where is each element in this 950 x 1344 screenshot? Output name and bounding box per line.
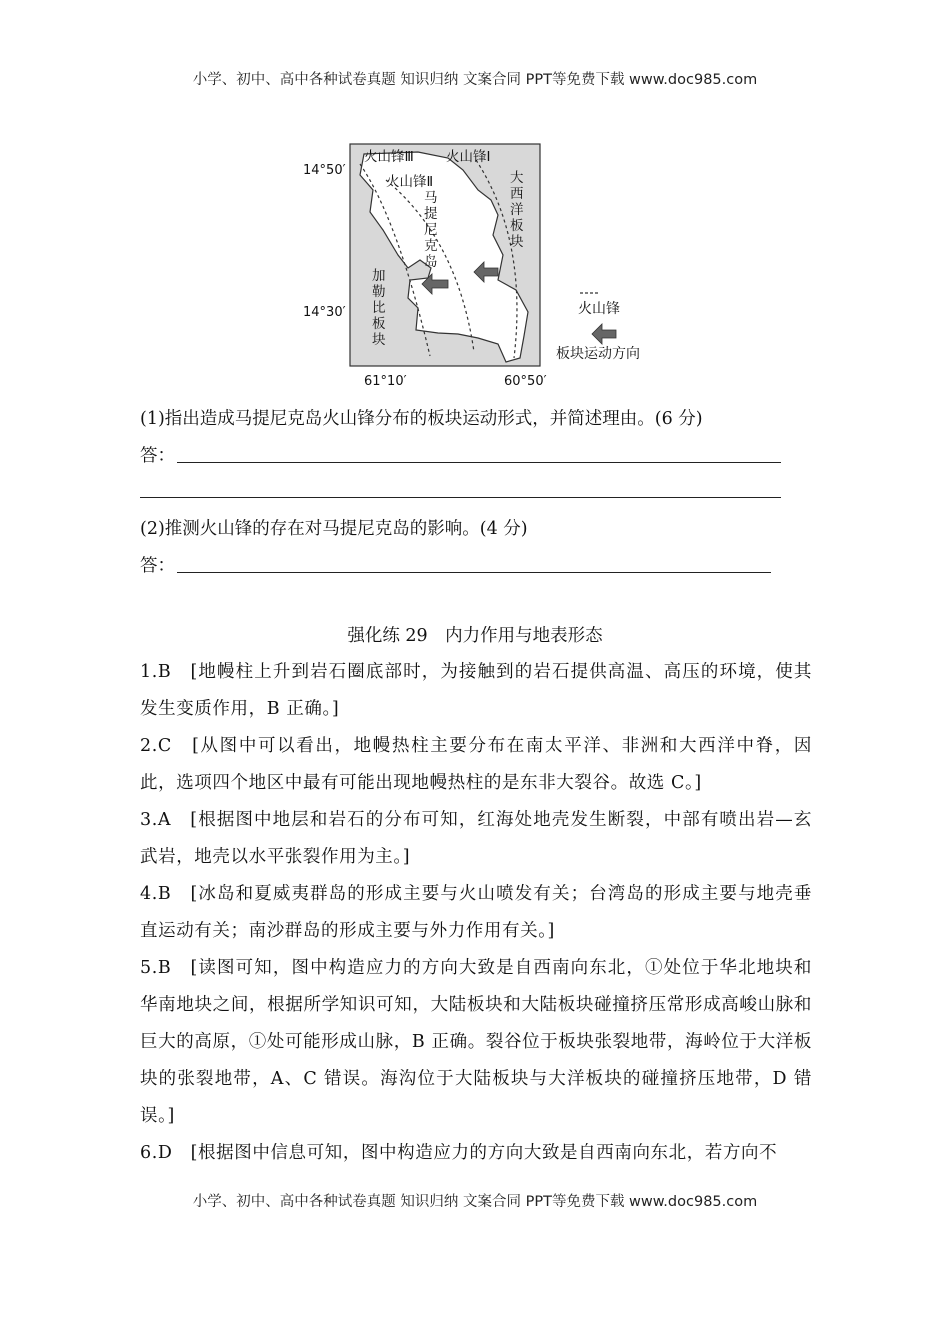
ridge-label-1: 火山锋Ⅰ	[446, 149, 491, 165]
question-2: (2)推测火山锋的存在对马提尼克岛的影响。(4 分)	[140, 519, 528, 539]
answer-item: 4.B [冰岛和夏威夷群岛的形成主要与火山喷发有关；台湾岛的形成主要与地壳垂直运动有关；南沙群岛的形成主要与外力作用有关。]	[140, 884, 812, 941]
caribbean-plate-label: 加 勒 比 板 块	[372, 268, 386, 348]
lon-label-right: 60°50′	[504, 374, 547, 389]
answer-item: 6.D [根据图中信息可知，图中构造应力的方向大致是自西南向东北，若方向不	[140, 1143, 778, 1163]
page-footer: 小学、初中、高中各种试卷真题 知识归纳 文案合同 PPT等免费下载 www.doc985.com	[192, 1194, 758, 1210]
answer-blank-1[interactable]	[140, 442, 175, 467]
lat-label-top: 14°50′	[303, 163, 346, 178]
legend-motion-label: 板块运动方向	[556, 346, 640, 362]
section-title: 强化练 29 内力作用与地表形态	[347, 626, 603, 646]
lon-label-left: 61°10′	[364, 374, 407, 389]
answer-label: 答：	[140, 446, 175, 466]
legend-arrow-symbol	[592, 324, 616, 344]
question-1: (1)指出造成马提尼克岛火山锋分布的板块运动形式，并简述理由。(6 分)	[140, 409, 703, 429]
answer-item: 5.B [读图可知，图中构造应力的方向大致是自西南向东北，①处位于华北地块和华南地块之间，根据所学知识可知，大陆板块和大陆板块碰撞挤压常形成高峻山脉和巨大的高原，①处可能形成山脉，B 正确。裂谷位于板块张裂地带，海岭位于大洋板块的张裂地带，A、C 错误。海沟位于大陆板块与大洋板块的碰撞挤压地带，D 错误。]	[140, 958, 812, 1126]
answer-item: 1.B [地幔柱上升到岩石圈底部时，为接触到的岩石提供高温、高压的环境，使其发生变质作用，B 正确。]	[140, 662, 812, 719]
ridge-label-2: 火山锋Ⅱ	[386, 174, 434, 190]
page-header: 小学、初中、高中各种试卷真题 知识归纳 文案合同 PPT等免费下载 www.doc985.com	[192, 72, 758, 88]
ridge-label-3: 火山锋Ⅲ	[364, 149, 414, 165]
answer-item: 3.A [根据图中地层和岩石的分布可知，红海处地壳发生断裂，中部有喷出岩—玄武岩，地壳以水平张裂作用为主。]	[140, 810, 812, 867]
legend-ridge-label: 火山锋	[578, 301, 620, 317]
atlantic-plate-label: 大 西 洋 板 块	[510, 170, 524, 250]
answer-label: 答：	[140, 556, 175, 576]
answer-line	[177, 572, 771, 573]
answer-line	[177, 462, 781, 463]
answer-blank-2[interactable]	[140, 552, 175, 577]
lat-label-bottom: 14°30′	[303, 305, 346, 320]
martinique-map	[298, 140, 678, 390]
answer-item: 2.C [从图中可以看出，地幔热柱主要分布在南太平洋、非洲和大西洋中脊，因此，选项四个地区中最有可能出现地幔热柱的是东非大裂谷。故选 C。]	[140, 736, 812, 793]
answer-line	[140, 497, 781, 498]
island-label: 马 提 尼 克 岛	[424, 190, 438, 270]
